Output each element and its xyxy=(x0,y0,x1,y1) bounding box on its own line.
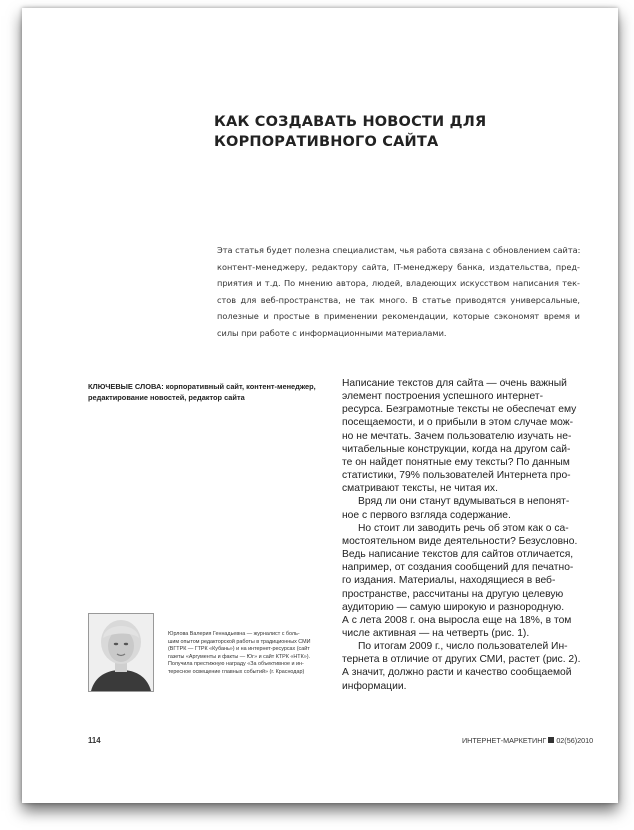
body-line: те он найдет понятные ему тексты? По данным xyxy=(342,456,570,468)
body-line: посещаемости, и о прибыли в этом случае мож- xyxy=(342,417,574,429)
body-line: Вряд ли они станут вдумываться в непонят- xyxy=(358,496,570,508)
page-number: 114 xyxy=(88,736,101,745)
body-line: например, от создания сообщений для печатно- xyxy=(342,562,574,574)
article-body xyxy=(342,377,582,693)
body-line: ресурса. Безграмотные тексты не обеспечат ему xyxy=(342,404,577,416)
lead-line: контент-менеджеру, редактору сайта, IT-менеджеру банка, издательства, пред- xyxy=(217,261,580,272)
body-line: пространстве, рассчитаны на другую целевую xyxy=(342,588,564,600)
square-bullet-icon xyxy=(548,737,554,743)
keywords-line: КЛЮЧЕВЫЕ СЛОВА: корпоративный сайт, контент-менеджер, xyxy=(88,382,316,391)
author-bio xyxy=(168,631,338,677)
body-line: элемент построения успешного интернет- xyxy=(342,391,544,403)
body-line: Но стоит ли заводить речь об этом как о са- xyxy=(358,522,569,534)
body-line: А с лета 2008 г. она выросла еще на 18%, в том xyxy=(342,614,572,626)
magazine-name: ИНТЕРНЕТ-МАРКЕТИНГ xyxy=(462,736,547,745)
body-line: мостоятельном виде деятельности? Безусловно. xyxy=(342,535,578,547)
title-line: КАК СОЗДАВАТЬ НОВОСТИ ДЛЯ xyxy=(214,114,487,130)
body-line: тернета в отличие от других СМИ, растет (рис. 2). xyxy=(342,654,581,666)
body-line: ное с первого взгляда содержание. xyxy=(342,509,511,521)
bio-line: тересное освещение главных событий» (г. Краснодар) xyxy=(168,668,305,675)
body-line: статистики, 79% пользователей Интернета про- xyxy=(342,470,571,482)
bio-line: Юрлова Валерия Геннадьевна — журналист с боль- xyxy=(168,631,300,637)
body-line: сматривают тексты, не читая их. xyxy=(342,483,498,495)
lead-line: приятия и т.д. По мнению автора, людей, владеющих искусством написания тек- xyxy=(217,278,580,289)
keywords xyxy=(88,381,328,403)
title-line: КОРПОРАТИВНОГО САЙТА xyxy=(214,134,439,150)
body-line: го издания. Материалы, находящиеся в веб- xyxy=(342,575,556,587)
body-line: А значит, должно расти и качество сообщаемой xyxy=(342,667,572,679)
issue-number: 02(56)2010 xyxy=(556,736,594,745)
body-line: Ведь написание текстов для сайтов отличается, xyxy=(342,549,574,561)
body-line: числе активная — на четверть (рис. 1). xyxy=(342,627,530,639)
lead-line: Эта статья будет полезна специалистам, чья работа связана с обновлением сайта: xyxy=(217,245,581,255)
bio-line: (ВГТРК — ГТРК «Кубань») и на интернет-ресурсах (сайт xyxy=(168,646,310,653)
lead-line: полезные и простые в применении рекомендации, которые сэкономят время и xyxy=(217,311,580,322)
bio-line: Получила престижную награду «За объективное и ин- xyxy=(168,661,304,668)
bio-line: газеты «Аргументы и факты — Юг» и сайт КТРК «НТК»). xyxy=(168,653,311,660)
body-line: Написание текстов для сайта — очень важный xyxy=(342,378,567,389)
author-portrait-icon xyxy=(88,613,154,692)
lead-line: силы при работе с информационными материалами. xyxy=(217,327,447,338)
body-line: По итогам 2009 г., число пользователей Ин- xyxy=(358,641,568,653)
body-line: аудиторию — самую широкую и разнородную. xyxy=(342,601,565,613)
body-line: но не мечтать. Зачем пользователю изучать не- xyxy=(342,430,572,442)
lead-line: стов для веб-пространства, не так много. В статье приводятся универсальные, xyxy=(217,294,580,305)
keywords-line: редактирование новостей, редактор сайта xyxy=(88,393,245,402)
running-footer xyxy=(462,736,593,745)
article-lead xyxy=(217,242,580,342)
bio-line: шим опытом редакторской работы в традиционных СМИ xyxy=(168,638,311,645)
body-line: информации. xyxy=(342,680,407,692)
body-line: читабельные конструкции, когда на другом сай- xyxy=(342,443,571,455)
article-title xyxy=(214,112,534,152)
